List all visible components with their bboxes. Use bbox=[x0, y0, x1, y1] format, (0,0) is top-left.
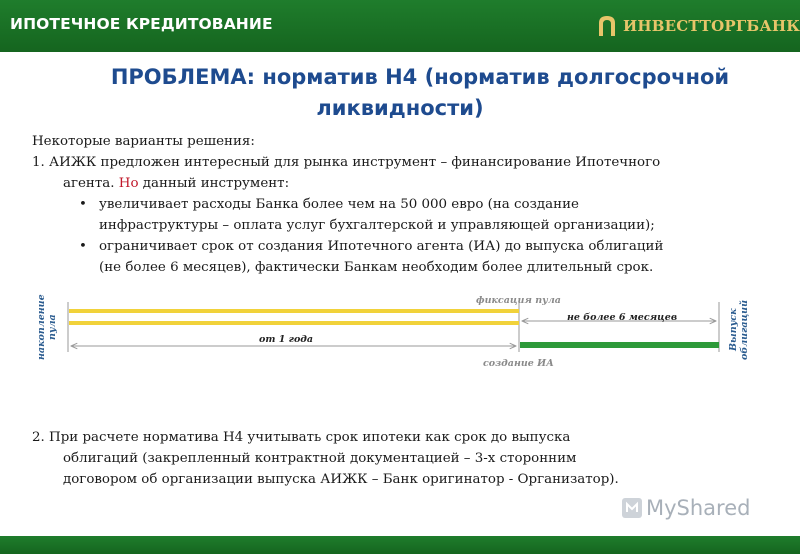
solution2-line3: договором об организации выпуска АИЖК – Банк оригинатор - Организатор). bbox=[63, 472, 619, 487]
bullet2-line2: (не более 6 месяцев), фактически Банкам необходим более длительный срок. bbox=[99, 260, 654, 275]
bullet-icon: • bbox=[79, 239, 87, 254]
pool-accumulation-label: накопление пула bbox=[36, 294, 58, 360]
watermark-text: MyShared bbox=[646, 496, 751, 520]
drawbacks-list bbox=[32, 194, 792, 278]
bank-emblem-icon bbox=[597, 14, 617, 38]
header-bar bbox=[0, 0, 800, 52]
slide-title bbox=[0, 62, 800, 124]
pool-bar-bottom bbox=[69, 321, 519, 325]
brand-logo bbox=[597, 14, 800, 38]
bond-issue-label: Выпуск облигаций bbox=[728, 300, 750, 361]
pool-fixation-label: фиксация пула bbox=[476, 295, 561, 306]
footer-bar bbox=[0, 536, 800, 554]
max-6-months-label: не более 6 месяцев bbox=[567, 312, 678, 323]
solution-2-text bbox=[32, 427, 792, 490]
solution2-line2: облигаций (закрепленный контрактной документацией – 3-х сторонним bbox=[63, 451, 577, 466]
timeline-graphic bbox=[0, 286, 800, 386]
bullet-icon: • bbox=[79, 197, 87, 212]
ia-creation-label: создание ИА bbox=[483, 358, 554, 369]
section-title: ИПОТЕЧНОЕ КРЕДИТОВАНИЕ bbox=[10, 15, 273, 33]
solutions-intro: Некоторые варианты решения: bbox=[32, 134, 255, 149]
solutions-text bbox=[32, 131, 792, 278]
timeline-diagram bbox=[0, 286, 800, 386]
solution2-line1: 2. При расчете норматива Н4 учитывать срок ипотеки как срок до выпуска bbox=[32, 430, 571, 445]
item1-cont-a: агента. bbox=[63, 176, 115, 191]
bullet1-line1: увеличивает расходы Банка более чем на 50 000 евро (на создание bbox=[99, 197, 579, 212]
list-item bbox=[32, 194, 792, 236]
slide-title-line1: ПРОБЛЕМА: норматив Н4 (норматив долгосрочной bbox=[110, 65, 730, 89]
from-1-year-label: от 1 года bbox=[259, 334, 314, 345]
watermark bbox=[621, 493, 750, 523]
bullet2-line1: ограничивает срок от создания Ипотечного агента (ИА) до выпуска облигаций bbox=[99, 239, 664, 254]
item1-line2 bbox=[32, 173, 792, 194]
pool-bar-top bbox=[69, 309, 519, 313]
list-item bbox=[32, 236, 792, 278]
brand-name: ИНВЕСТТОРГБАНК bbox=[623, 17, 800, 35]
bullet1-line2: инфраструктуры – оплата услуг бухгалтерской и управляющей организации); bbox=[99, 218, 655, 233]
watermark-logo-icon bbox=[621, 497, 643, 519]
slide-title-line2: ликвидности) bbox=[316, 96, 484, 120]
ia-period-bar bbox=[520, 342, 719, 348]
item1-but-word: Но bbox=[118, 176, 139, 191]
item1-line1: 1. АИЖК предложен интересный для рынка инструмент – финансирование Ипотечного bbox=[32, 155, 661, 170]
item1-cont-b: данный инструмент: bbox=[142, 176, 290, 191]
